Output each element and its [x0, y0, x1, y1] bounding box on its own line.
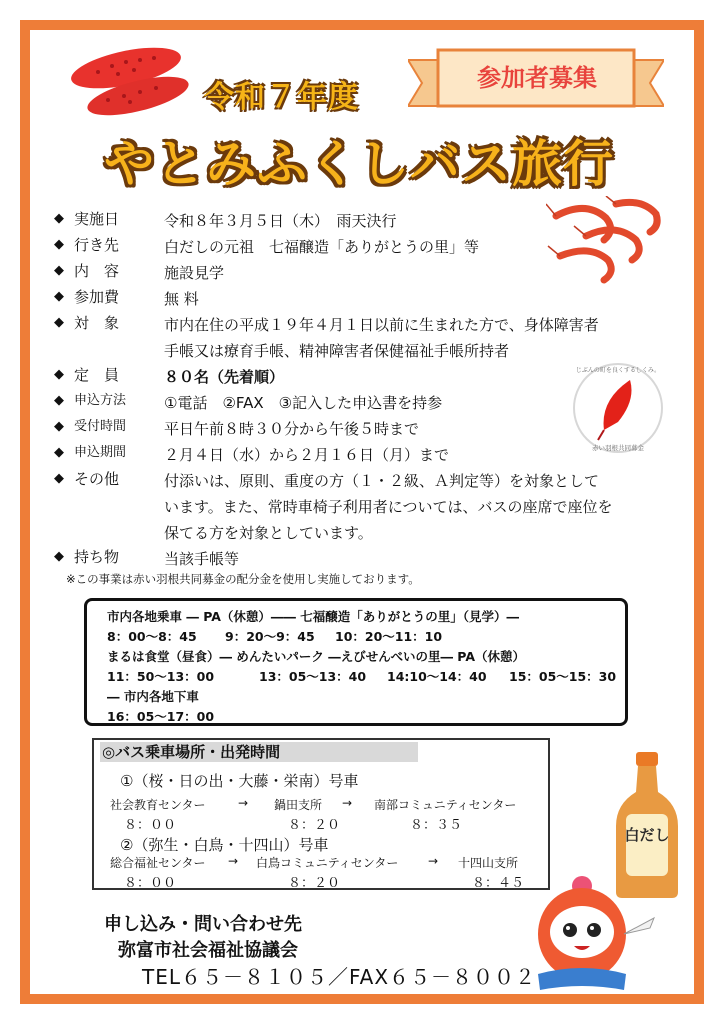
contact-heading: 申し込み・問い合わせ先: [104, 914, 302, 935]
car-2-label: ②（弥生・白鳥・十四山）号車: [120, 836, 329, 854]
departure-time: ８：２０: [288, 876, 341, 891]
itinerary-line-1: 市内各地乗車 ― PA（休憩）―― 七福醸造「ありがとうの里」（見学）―: [107, 609, 519, 624]
itinerary-time: 15：05～15：30: [509, 669, 617, 684]
fiscal-year: 令和７年度: [204, 80, 359, 115]
stop-name: 鍋田支所: [274, 798, 323, 812]
contact-organization: 弥富市社会福祉協議会: [118, 940, 298, 961]
detail-eligibility: ◆ 対 象 市内在住の平成１９年４月１日以前に生まれた方で、身体障害者 手帳又は療育手帳、精神障害者保健福祉手帳所持者: [54, 312, 674, 364]
itinerary-time: 11：50～13：00: [107, 669, 215, 684]
ribbon-label: 参加者募集: [477, 64, 597, 92]
funding-note: ※この事業は赤い羽根共同募金の配分金を使用し実施しております。: [66, 572, 420, 586]
detail-other: ◆ その他 付添いは、原則、重度の方（１・２級、Ａ判定等）を対象として います。また、常時車椅子利用者については、バスの座席で座位を 保てる方を対象としています。: [54, 468, 674, 546]
stop-name: 白鳥コミュニティセンター: [256, 856, 399, 870]
bullet-icon: ◆: [54, 471, 64, 486]
arrow-icon: →: [428, 854, 439, 868]
departure-time: ８：００: [124, 876, 177, 891]
bullet-icon: ◆: [54, 211, 64, 226]
itinerary-box: [84, 598, 628, 726]
arrow-icon: →: [228, 854, 239, 868]
detail-content: ◆ 内 容 施設見学: [54, 260, 674, 286]
detail-reception-hours: ◆ 受付時間 平日午前８時３０分から午後５時まで: [54, 416, 674, 442]
mentaiko-illustration: [68, 38, 192, 120]
detail-application-period: ◆ 申込期間 ２月４日（水）から２月１６日（月）まで: [54, 442, 674, 468]
bullet-icon: ◆: [54, 237, 64, 252]
itinerary-time: 8：00～8：45: [107, 629, 197, 644]
arrow-icon: →: [342, 796, 353, 810]
boarding-heading: ◎バス乗車場所・出発時間: [100, 742, 418, 762]
stop-name: 総合福祉センター: [110, 856, 206, 870]
departure-time: ８：３５: [410, 818, 463, 833]
stop-name: 社会教育センター: [110, 798, 206, 812]
itinerary-line-2: まるは食堂（昼食）― めんたいパーク ―えびせんべいの里― PA（休憩）: [107, 649, 525, 664]
page-title: やとみふくしバス旅行: [104, 135, 614, 193]
boarding-stops-box: [92, 738, 550, 890]
itinerary-time: 13：05～13：40: [259, 669, 367, 684]
bullet-icon: ◆: [54, 315, 64, 330]
bullet-icon: ◆: [54, 289, 64, 304]
bullet-icon: ◆: [54, 549, 64, 564]
detail-fee: ◆ 参加費 無 料: [54, 286, 674, 312]
detail-destination: ◆ 行き先 白だしの元祖 七福醸造「ありがとうの里」等: [54, 234, 674, 260]
departure-time: ８：００: [124, 818, 177, 833]
bullet-icon: ◆: [54, 445, 64, 460]
contact-phone-fax: TEL６５－８１０５／FAX６５－８００２: [142, 965, 537, 989]
itinerary-time: 16：05～17：00: [107, 709, 215, 724]
departure-time: ８：４５: [472, 876, 525, 891]
detail-date: ◆ 実施日 令和８年３月５日（木） 雨天決行: [54, 208, 674, 234]
stop-name: 十四山支所: [458, 856, 519, 870]
stop-name: 南部コミュニティセンター: [374, 798, 517, 812]
mascot-character: [520, 874, 660, 994]
departure-time: ８：２０: [288, 818, 341, 833]
contact-block: [104, 912, 536, 990]
bullet-icon: ◆: [54, 263, 64, 278]
itinerary-time: 9：20～9：45: [225, 629, 315, 644]
seal-caption: じぶんの町を良くするしくみ。: [575, 367, 661, 374]
arrow-icon: →: [238, 796, 249, 810]
itinerary-time: 10：20～11：10: [335, 629, 443, 644]
detail-capacity: ◆ 定 員 ８０名（先着順）: [54, 364, 674, 390]
bottle-label: 白だし: [624, 826, 670, 844]
itinerary-line-3: ― 市内各地下車: [107, 689, 199, 704]
detail-belongings: ◆ 持ち物 当該手帳等: [54, 546, 674, 572]
itinerary-time: 14:10～14：40: [387, 669, 487, 684]
detail-application-method: ◆ 申込方法 ①電話 ②FAX ③記入した申込書を持参: [54, 390, 674, 416]
bullet-icon: ◆: [54, 393, 64, 408]
bullet-icon: ◆: [54, 419, 64, 434]
car-1-label: ①（桜・日の出・大藤・栄南）号車: [120, 772, 359, 790]
bullet-icon: ◆: [54, 367, 64, 382]
seal-org: 赤い羽根共同募金: [592, 444, 644, 452]
